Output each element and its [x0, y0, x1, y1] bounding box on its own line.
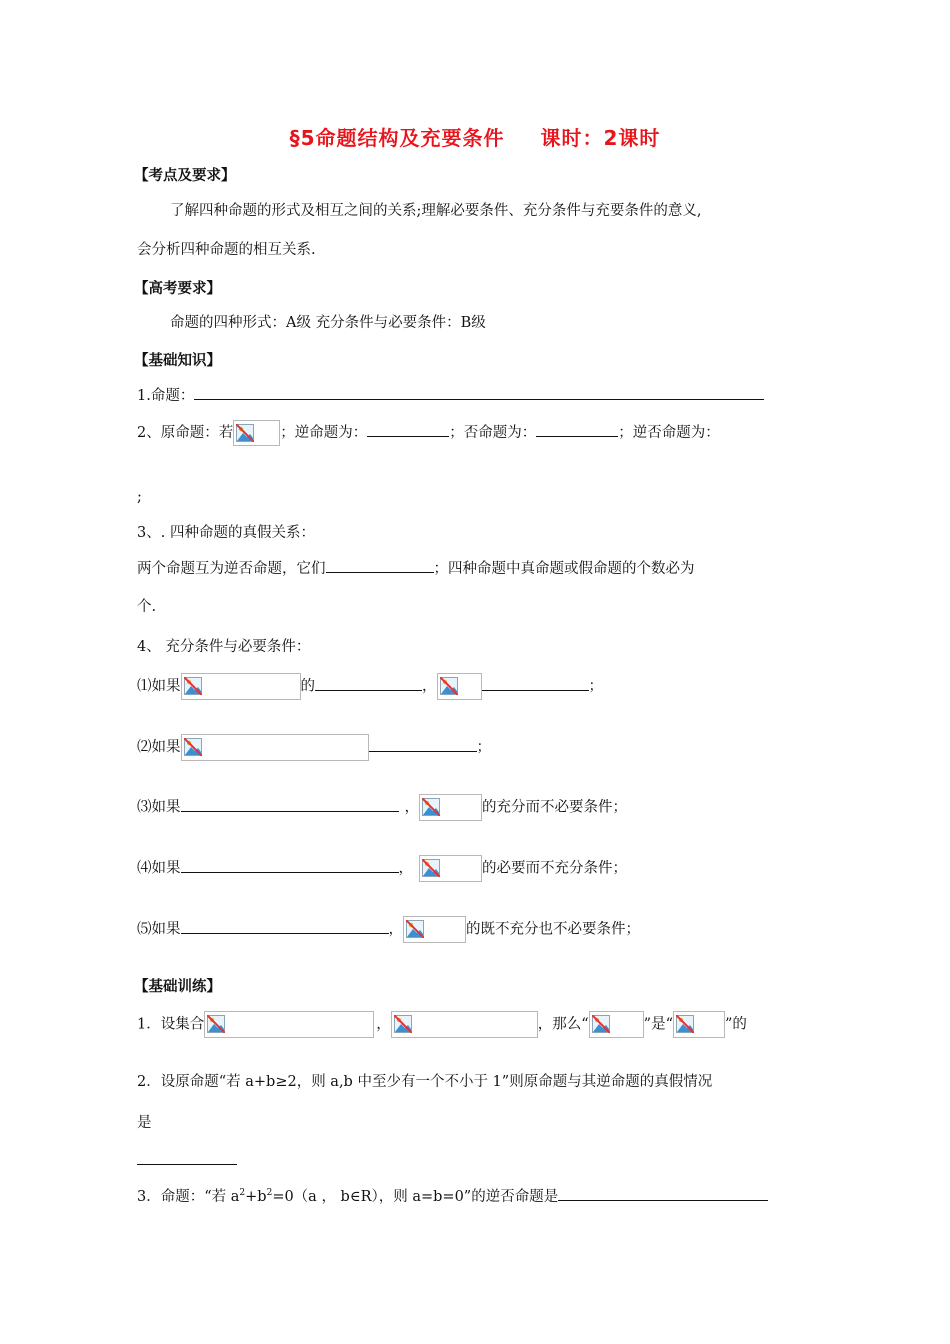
q1-line	[137, 385, 764, 406]
t3-text-c: =0（a ， b∈R），则 a=b=0”的逆否命题是	[272, 1188, 559, 1205]
formula-image	[419, 855, 482, 882]
item-2-end: ；	[476, 739, 491, 756]
item-4-tail: 的必要而不充分条件；	[482, 860, 627, 877]
q2-end: ;	[137, 489, 142, 505]
q2-contrapositive: ；逆否命题为：	[618, 425, 720, 441]
item-3-tail: 的充分而不必要条件；	[482, 799, 627, 816]
formula-image	[673, 1011, 725, 1038]
heading-training: 【基础训练】	[134, 979, 221, 995]
broken-image-icon	[440, 677, 458, 695]
answer-blank[interactable]	[326, 558, 434, 573]
title-hours: 课时：2课时	[540, 126, 661, 150]
t1-then: ，那么“	[537, 1016, 589, 1033]
item-1-of: 的	[300, 678, 315, 695]
broken-image-icon	[676, 1015, 694, 1033]
t1-comma: ，	[376, 1016, 391, 1033]
formula-image	[233, 420, 280, 446]
q2-converse: ；逆命题为：	[280, 425, 368, 441]
item-5-if: ⑸如果	[137, 921, 181, 938]
t1-line	[137, 1011, 747, 1038]
item-1-if: ⑴如果	[137, 678, 181, 695]
item-5-tail: 的既不充分也不必要条件；	[466, 921, 640, 938]
t3-exponent: 2	[266, 1188, 273, 1198]
requirements-line-1: 了解四种命题的形式及相互之间的关系;理解必要条件、充分条件与充要条件的意义,	[170, 203, 702, 219]
t1-set: 1．设集合	[137, 1016, 205, 1033]
heading-basics: 【基础知识】	[134, 353, 221, 369]
q1-label: 1.命题：	[137, 388, 195, 404]
answer-blank[interactable]	[194, 385, 764, 400]
formula-image	[204, 1011, 374, 1038]
q2-inverse: ；否命题为：	[449, 425, 537, 441]
q4-label: 4、 充分条件与必要条件：	[137, 639, 311, 655]
broken-image-icon	[422, 859, 440, 877]
broken-image-icon	[592, 1015, 610, 1033]
q2-line	[137, 420, 720, 446]
t2-line-a: 2．设原命题“若 a+b≥2，则 a,b 中至少有一个不小于 1”则原命题与其逆命题的真假情况	[137, 1074, 713, 1090]
t2-line-b: 是	[137, 1115, 152, 1131]
broken-image-icon	[184, 738, 202, 756]
t1-is: ”是“	[643, 1016, 673, 1033]
answer-blank[interactable]	[367, 422, 449, 437]
formula-image	[181, 673, 301, 700]
item-3	[137, 794, 627, 821]
formula-image	[403, 916, 466, 943]
t3-exponent: 2	[239, 1188, 246, 1198]
item-5	[137, 916, 640, 943]
formula-image	[391, 1011, 538, 1038]
formula-image	[419, 794, 482, 821]
broken-image-icon	[422, 798, 440, 816]
broken-image-icon	[184, 677, 202, 695]
formula-image	[181, 734, 369, 761]
answer-blank[interactable]	[137, 1164, 237, 1165]
q3-line-c: 个.	[137, 599, 157, 615]
item-2-if: ⑵如果	[137, 739, 181, 756]
item-1	[137, 673, 603, 700]
item-1-end: ；	[588, 678, 603, 695]
answer-blank[interactable]	[181, 797, 399, 812]
item-5-comma: ，	[388, 921, 403, 938]
heading-requirements: 【考点及要求】	[134, 168, 236, 184]
title-main: §5命题结构及充要条件	[289, 126, 505, 150]
requirements-line-2: 会分析四种命题的相互关系.	[137, 242, 316, 258]
formula-image	[437, 673, 482, 700]
q3-text-a: 两个命题互为逆否命题，它们	[137, 561, 326, 577]
item-3-if: ⑶如果	[137, 799, 181, 816]
answer-blank[interactable]	[181, 919, 389, 934]
page-title	[0, 122, 950, 151]
item-1-comma: ，	[422, 678, 437, 695]
broken-image-icon	[207, 1015, 225, 1033]
answer-blank[interactable]	[315, 676, 422, 691]
q3-line-a	[137, 558, 695, 579]
q2-original: 2、原命题：若	[137, 425, 234, 441]
formula-image	[589, 1011, 644, 1038]
item-4	[137, 855, 627, 882]
item-4-comma: ，	[398, 860, 413, 877]
broken-image-icon	[394, 1015, 412, 1033]
item-2	[137, 734, 491, 761]
answer-blank[interactable]	[558, 1186, 768, 1201]
q3-label: 3、. 四种命题的真假关系：	[137, 525, 315, 541]
item-3-comma: ，	[404, 799, 419, 816]
exam-levels: 命题的四种形式：A级 充分条件与必要条件：B级	[170, 315, 486, 331]
broken-image-icon	[406, 920, 424, 938]
t3-text-a: 3．命题：“若 a	[137, 1188, 240, 1205]
answer-blank[interactable]	[181, 858, 399, 873]
item-4-if: ⑷如果	[137, 860, 181, 877]
t1-of: ”的	[724, 1016, 747, 1033]
heading-exam: 【高考要求】	[134, 281, 221, 297]
t3-text-b: +b	[245, 1188, 267, 1205]
answer-blank[interactable]	[369, 737, 477, 752]
broken-image-icon	[236, 424, 254, 442]
answer-blank[interactable]	[482, 676, 589, 691]
q3-text-b: ；四种命题中真命题或假命题的个数必为	[433, 561, 695, 577]
t3-line	[137, 1183, 768, 1207]
answer-blank[interactable]	[536, 422, 618, 437]
